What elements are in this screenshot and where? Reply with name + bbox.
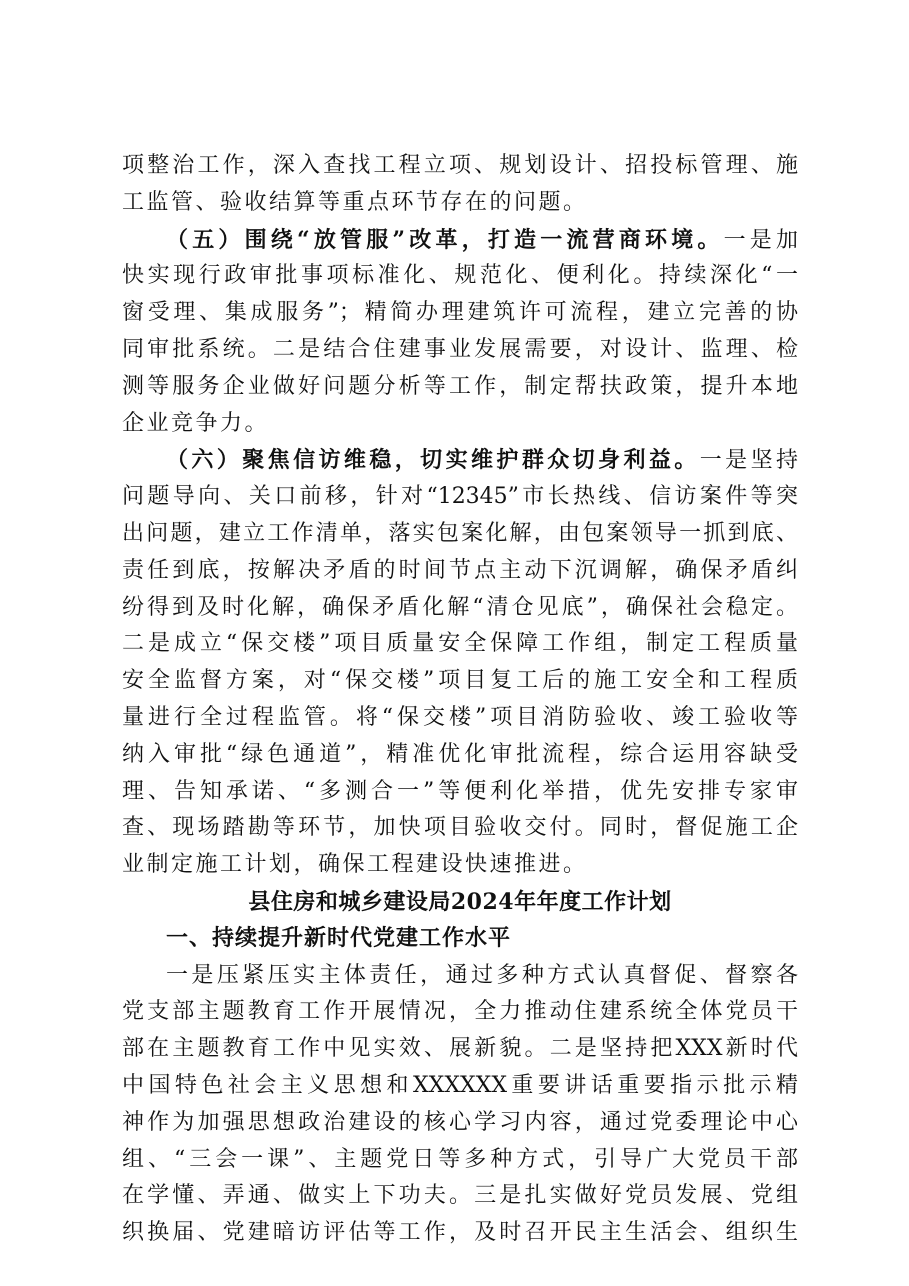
section-heading-6: （六）聚焦信访维稳，切实维护群众切身利益。 bbox=[166, 447, 700, 474]
body-line: 窗受理、集成服务”；精简办理建筑许可流程，建立完善的协 bbox=[122, 300, 798, 326]
body-line: 工监管、验收结算等重点环节存在的问题。 bbox=[122, 189, 588, 215]
body-line: 在学懂、弄通、做实上下功夫。三是扎实做好党员发展、党组 bbox=[122, 1183, 798, 1209]
body-line: 企业竞争力。 bbox=[122, 410, 270, 436]
body-line: 查、现场踏勘等环节，加快项目验收交付。同时，督促施工企 bbox=[122, 815, 798, 841]
body-line: 项整治工作，深入查找工程立项、规划设计、招投标管理、施 bbox=[122, 153, 798, 178]
document-title: 县住房和城乡建设局2024年年度工作计划 bbox=[248, 888, 672, 915]
body-line: 理、告知承诺、“多测合一”等便利化举措，优先安排专家审 bbox=[122, 778, 798, 804]
body-line: 测等服务企业做好问题分析等工作，制定帮扶政策，提升本地 bbox=[122, 373, 798, 399]
body-line: 神作为加强思想政治建设的核心学习内容，通过党委理论中心 bbox=[122, 1109, 798, 1135]
body-text: 一是坚持 bbox=[699, 448, 798, 474]
body-line: 业制定施工计划，确保工程建设快速推进。 bbox=[122, 852, 588, 878]
body-line: 责任到底，按解决矛盾的时间节点主动下沉调解，确保矛盾纠 bbox=[122, 557, 798, 583]
body-line: 党支部主题教育工作开展情况，全力推动住建系统全体党员干 bbox=[122, 999, 798, 1025]
body-text: 一是加 bbox=[723, 227, 798, 253]
body-line: 二是成立“保交楼”项目质量安全保障工作组，制定工程质量 bbox=[122, 631, 798, 657]
section-heading-5: （五）围绕“放管服”改革，打造一流营商环境。 bbox=[166, 226, 724, 253]
body-line: 组、“三会一课”、主题党日等多种方式，引导广大党员干部 bbox=[122, 1146, 798, 1172]
body-line: 快实现行政审批事项标准化、规范化、便利化。持续深化“一 bbox=[122, 263, 798, 289]
heading-level-1: 一、持续提升新时代党建工作水平 bbox=[166, 925, 512, 951]
body-line: 量进行全过程监管。将“保交楼”项目消防验收、竣工验收等 bbox=[122, 704, 798, 730]
document-page bbox=[122, 148, 798, 1252]
body-line: 同审批系统。二是结合住建事业发展需要，对设计、监理、检 bbox=[122, 336, 798, 362]
body-line: 安全监督方案，对“保交楼”项目复工后的施工安全和工程质 bbox=[122, 668, 798, 694]
body-line: 部在主题教育工作中见实效、展新貌。二是坚持把XXX新时代 bbox=[122, 1036, 798, 1062]
section-heading-line bbox=[122, 442, 798, 479]
body-line: 纷得到及时化解，确保矛盾化解“清仓见底”，确保社会稳定。 bbox=[122, 594, 798, 620]
body-line: 问题导向、关口前移，针对“12345”市长热线、信访案件等突 bbox=[122, 484, 798, 510]
body-line: 一是压紧压实主体责任，通过多种方式认真督促、督察各 bbox=[166, 962, 798, 988]
body-line: 织换届、党建暗访评估等工作，及时召开民主生活会、组织生 bbox=[122, 1220, 798, 1246]
body-line: 中国特色社会主义思想和XXXXXX重要讲话重要指示批示精 bbox=[122, 1072, 798, 1098]
section-heading-line bbox=[122, 222, 798, 259]
body-line: 出问题，建立工作清单，落实包案化解，由包案领导一抓到底、 bbox=[122, 520, 798, 546]
body-line: 纳入审批“绿色通道”，精准优化审批流程，综合运用容缺受 bbox=[122, 741, 798, 767]
